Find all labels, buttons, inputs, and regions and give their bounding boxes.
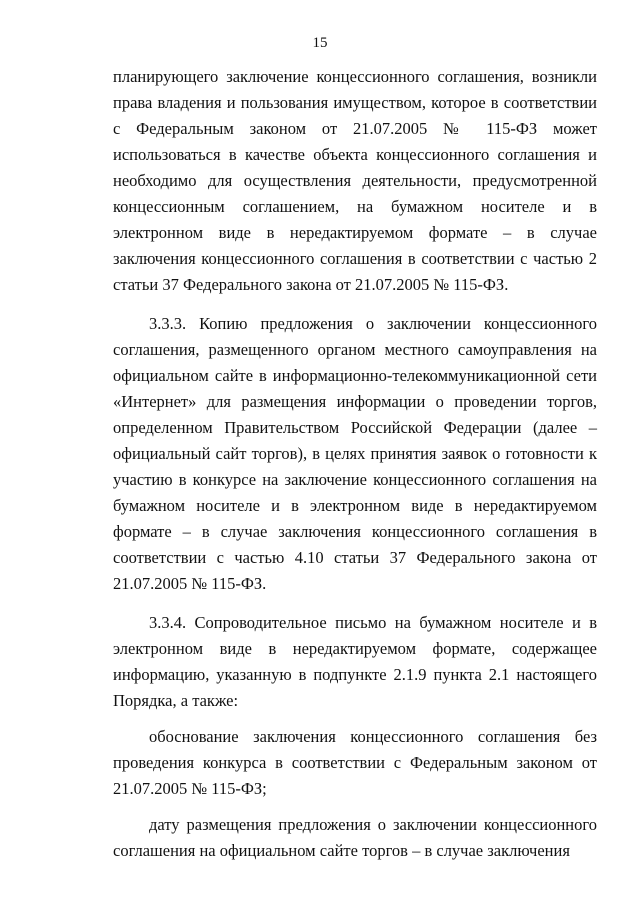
paragraph-continuation: планирующего заключение концессионного соглашения, возникли права владения и пользования имуществом, которое в соответствии с Федеральным законом от 21.07.2005 № 115-ФЗ может использоваться в качестве объекта концессионного соглашения и необходимо для осуществления деятельности, предусмотренной концессионным соглашением, на бумажном носителе и в электронном виде в нередактируемом формате – в случае заключения концессионного соглашения в соответствии с частью 2 статьи 37 Федерального закона от 21.07.2005 № 115-ФЗ. [113,67,597,294]
paragraph-3-3-3: 3.3.3. Копию предложения о заключении концессионного соглашения, размещенного органом местного самоуправления на официальном сайте в информационно-телекоммуникационной сети «Интернет» для размещения информации о проведении торгов, определенном Правительством Российской Федерации (далее – официальный сайт торгов), в целях принятия заявок о готовности к участию в конкурсе на заключение концессионного соглашения на бумажном носителе и в электронном виде в нередактируемом формате – в случае заключения концессионного соглашения в соответствии с частью 4.10 статьи 37 Федерального закона от 21.07.2005 № 115-ФЗ. [113,314,597,593]
paragraph-posting-date: дату размещения предложения о заключении концессионного соглашения на официальном сайте торгов – в случае заключения [113,815,597,860]
paragraph-3-3-4: 3.3.4. Сопроводительное письмо на бумажном носителе и в электронном виде в нередактируемом формате, содержащее информацию, указанную в подпункте 2.1.9 пункта 2.1 настоящего Порядка, а также: [113,613,597,710]
page-number: 15 [312,35,328,51]
document-body [113,64,597,877]
paragraph-justification: обоснование заключения концессионного соглашения без проведения конкурса в соответствии с Федеральным законом от 21.07.2005 № 115-ФЗ; [113,727,597,798]
